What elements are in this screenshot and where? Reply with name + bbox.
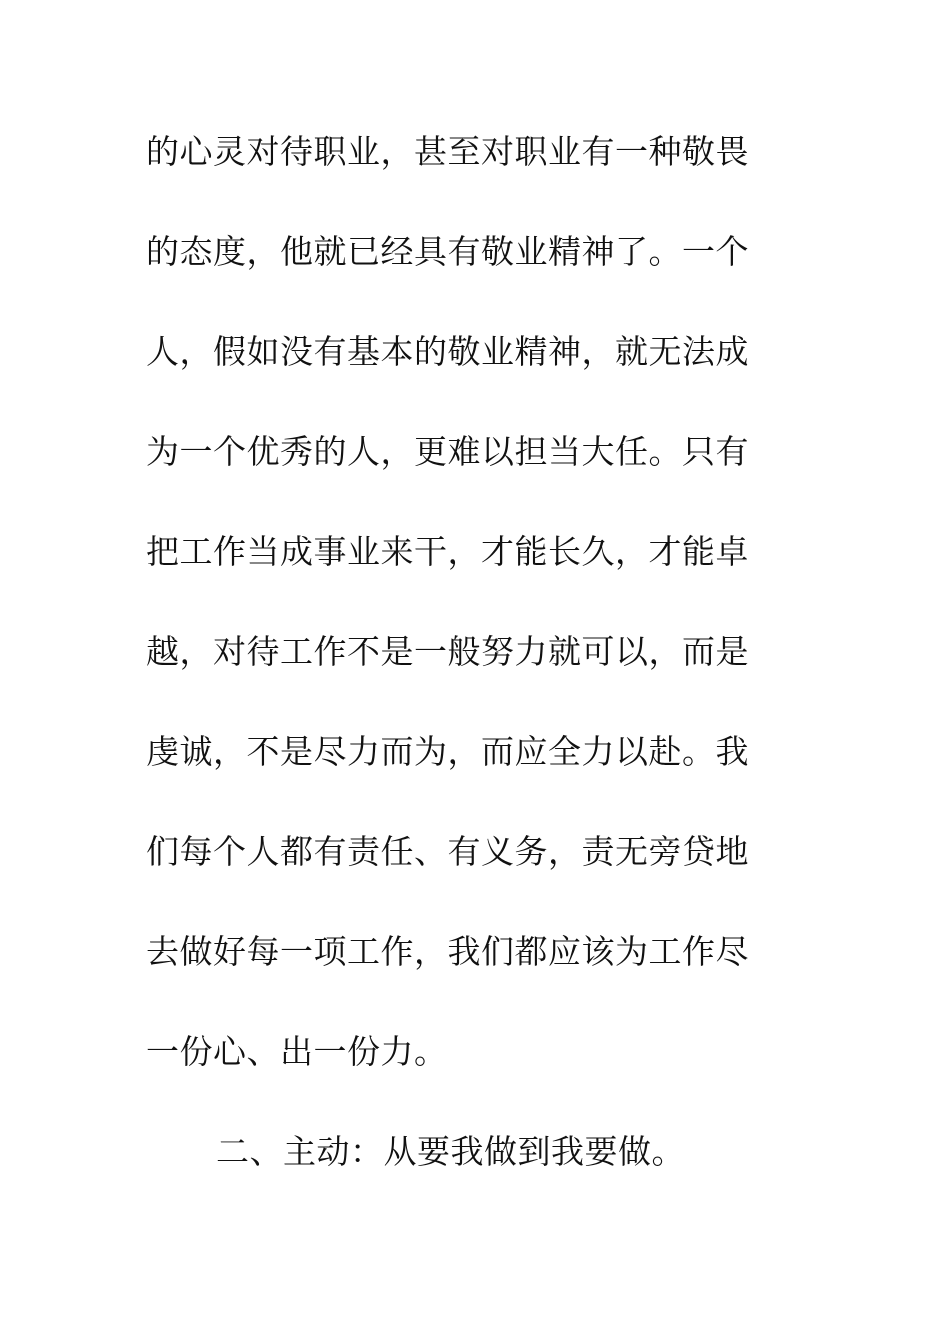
paragraph-line: 把工作当成事业来干，才能长久，才能卓 [146, 532, 749, 571]
paragraph-line: 越，对待工作不是一般努力就可以，而是 [146, 632, 749, 671]
paragraph-line: 虔诚，不是尽力而为，而应全力以赴。我 [146, 732, 749, 771]
paragraph-line: 一份心、出一份力。 [146, 1032, 448, 1071]
paragraph-line: 的态度，他就已经具有敬业精神了。一个 [146, 232, 749, 271]
paragraph-line: 为一个优秀的人，更难以担当大任。只有 [146, 432, 749, 471]
paragraph-line: 人，假如没有基本的敬业精神，就无法成 [146, 332, 749, 371]
section-heading: 二、主动：从要我做到我要做。 [216, 1132, 685, 1171]
paragraph-line: 的心灵对待职业，甚至对职业有一种敬畏 [146, 132, 749, 171]
paragraph-line: 去做好每一项工作，我们都应该为工作尽 [146, 932, 749, 971]
paragraph-line: 们每个人都有责任、有义务，责无旁贷地 [146, 832, 749, 871]
body-text [146, 122, 786, 1222]
